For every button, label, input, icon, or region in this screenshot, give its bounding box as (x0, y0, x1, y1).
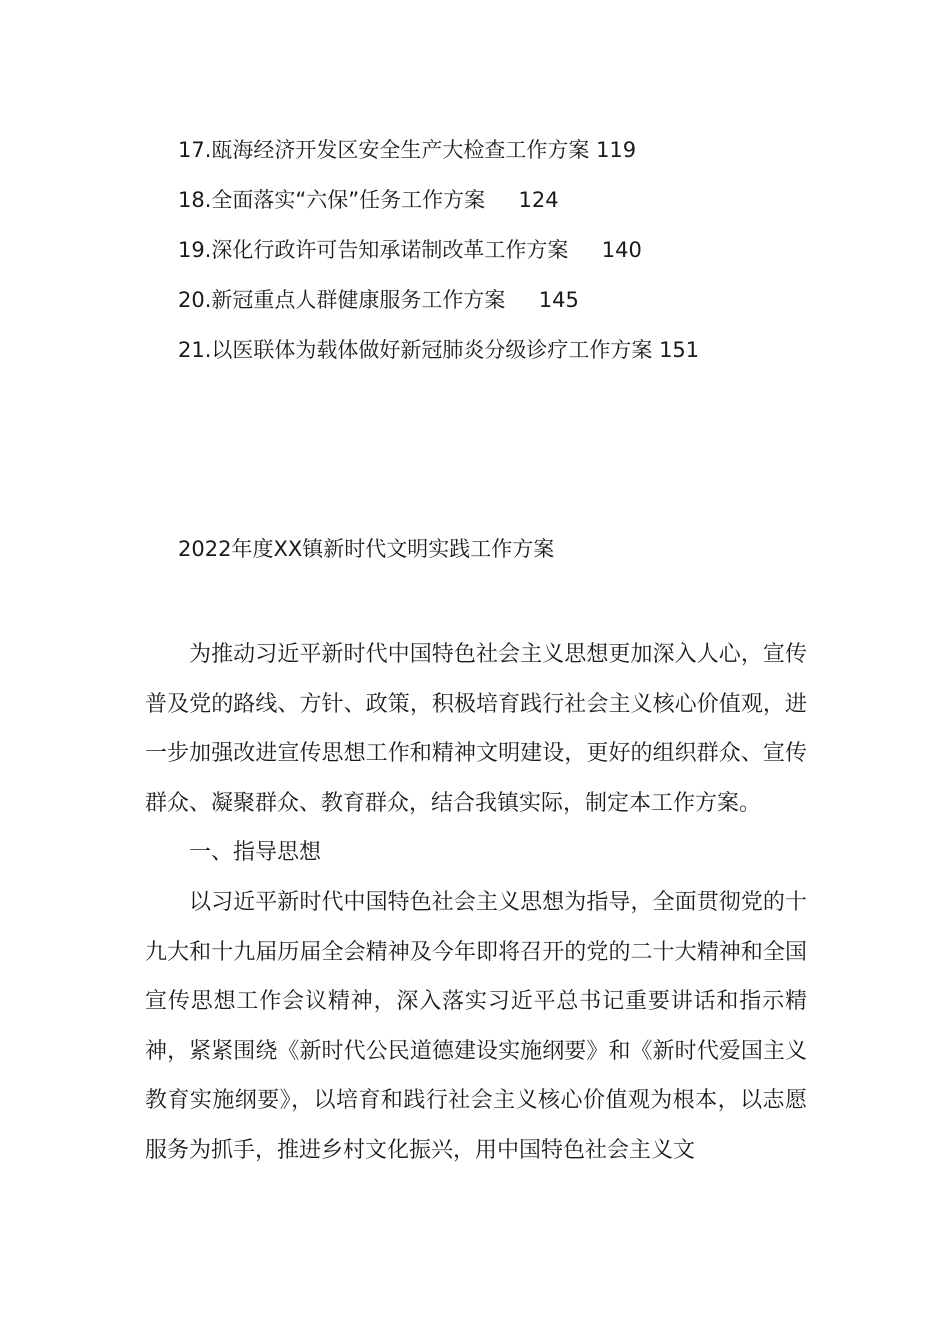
section-paragraph-guiding-ideology: 以习近平新时代中国特色社会主义思想为指导，全面贯彻党的十九大和十九届历届全会精神及今年即将召开的党的二十大精神和全国宣传思想工作会议精神，深入落实习近平总书记重要讲话和指示精神，紧紧围绕《新时代公民道德建设实施纲要》和《新时代爱国主义教育实施纲要》，以培育和践行社会主义核心价值观为根本，以志愿服务为抓手，推进乡村文化振兴，用中国特色社会主义文 (145, 889, 807, 1163)
toc-entry-17: 17.瓯海经济开发区安全生产大检查工作方案 119 (178, 138, 637, 162)
intro-paragraph: 为推动习近平新时代中国特色社会主义思想更加深入人心，宣传普及党的路线、方针、政策，积极培育践行社会主义核心价值观，进一步加强改进宣传思想工作和精神文明建设，更好的组织群众、宣传群众、凝聚群众、教育群众，结合我镇实际，制定本工作方案。 (145, 642, 807, 816)
table-of-contents (178, 135, 818, 385)
toc-entry-21: 21.以医联体为载体做好新冠肺炎分级诊疗工作方案 151 (178, 338, 700, 362)
toc-entry-18: 18.全面落实“六保”任务工作方案 124 (178, 188, 559, 212)
toc-entry-19: 19.深化行政许可告知承诺制改革工作方案 140 (178, 238, 642, 262)
section-heading-guiding-ideology: 一、指导思想 (189, 840, 322, 866)
document-title: 2022年度XX镇新时代文明实践工作方案 (178, 537, 555, 561)
toc-entry-20: 20.新冠重点人群健康服务工作方案 145 (178, 288, 579, 312)
document-body (145, 630, 807, 1176)
